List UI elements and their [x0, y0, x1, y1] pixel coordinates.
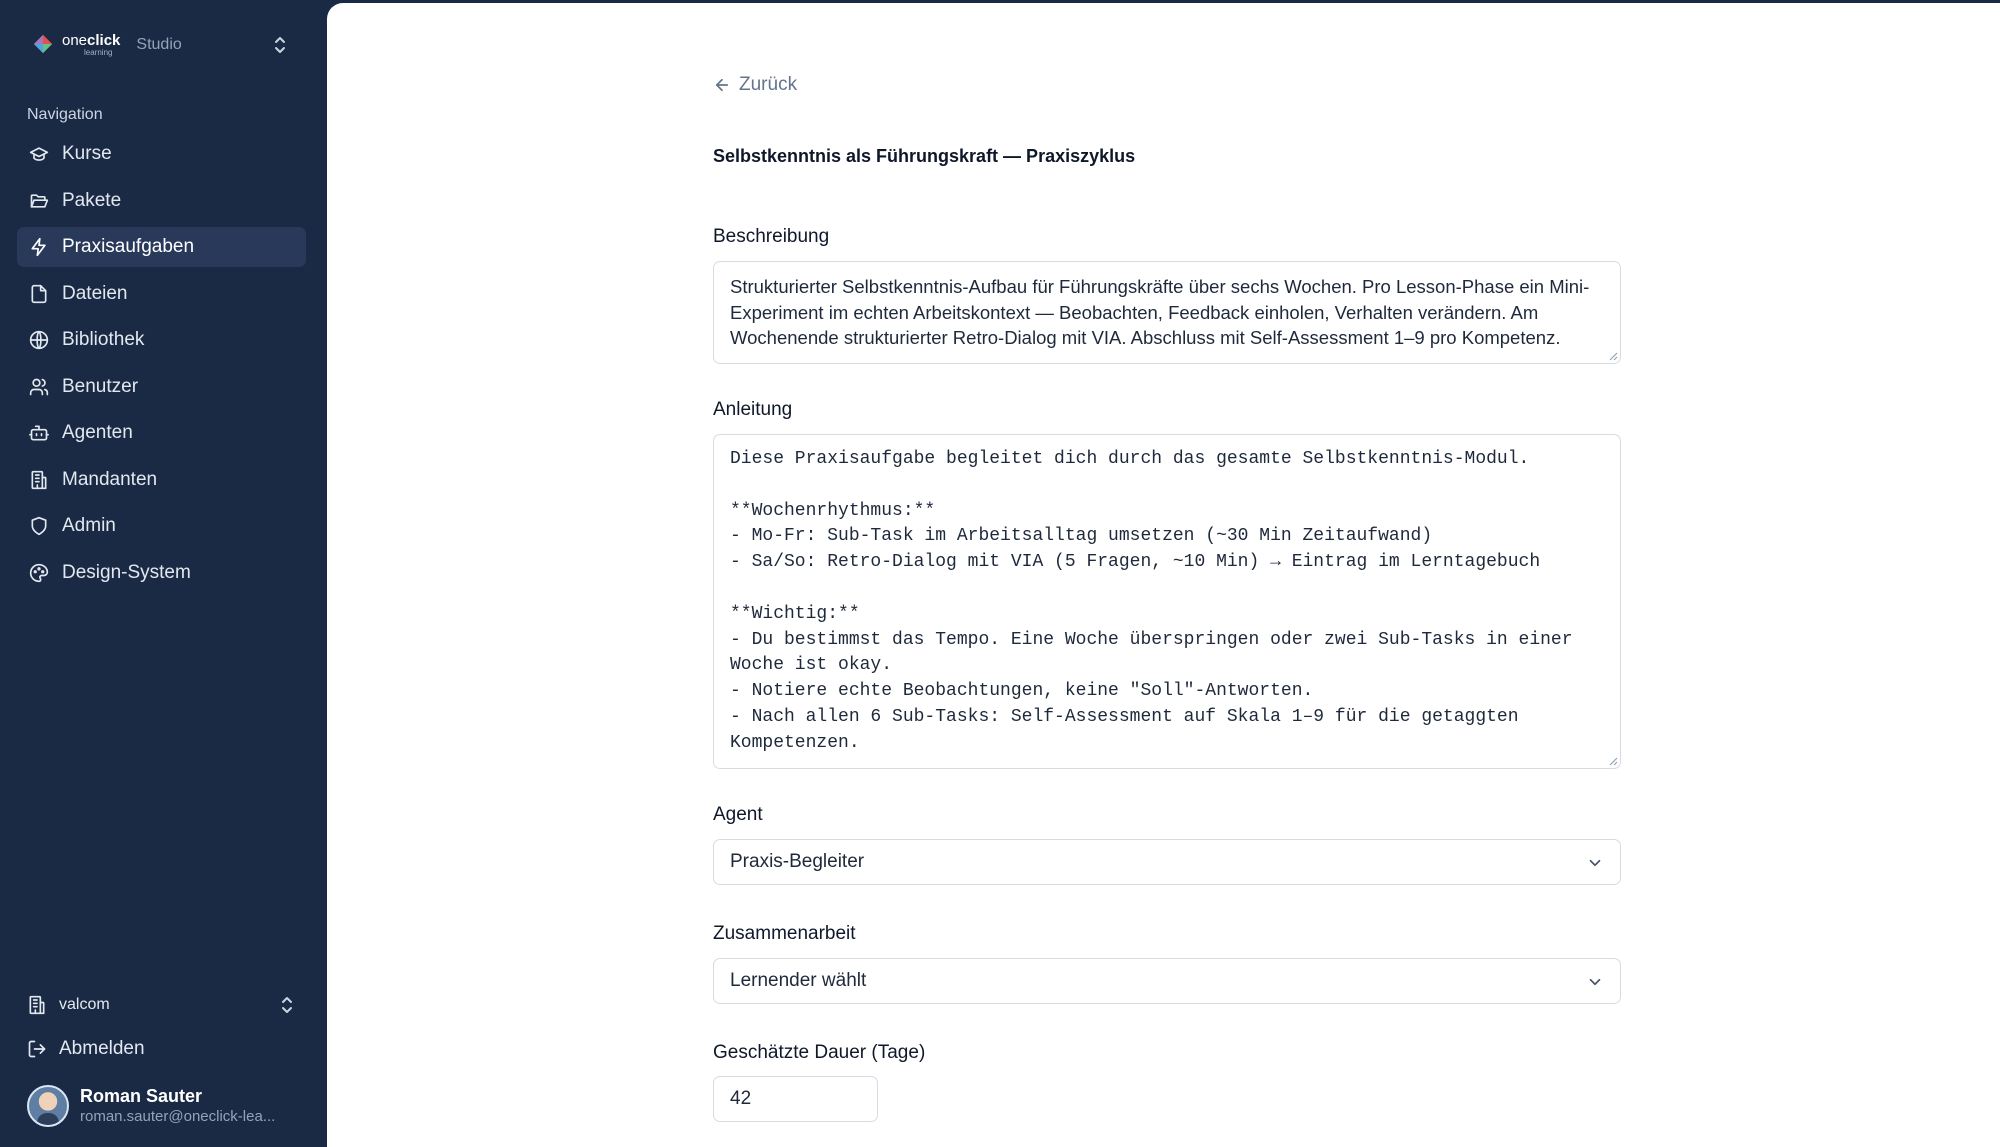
description-label: Beschreibung [713, 226, 830, 247]
library-icon [29, 330, 49, 350]
collaboration-label: Zusammenarbeit [713, 923, 856, 944]
user-name: Roman Sauter [80, 1086, 203, 1107]
sidebar-item-praxisaufgaben[interactable] [17, 227, 306, 267]
user-email: roman.sauter@oneclick-lea... [80, 1107, 276, 1125]
folder-open-icon [29, 191, 49, 211]
sidebar-item-agenten[interactable] [17, 413, 306, 453]
logout-label: Abmelden [59, 1038, 145, 1059]
zap-icon [29, 237, 49, 257]
sidebar-item-pakete[interactable] [17, 181, 306, 221]
bot-icon [29, 423, 49, 443]
sidebar-item-benutzer[interactable] [17, 367, 306, 407]
user-profile[interactable] [27, 1084, 307, 1128]
shield-icon [29, 516, 49, 536]
oneclick-logo-icon [28, 30, 58, 60]
sidebar-item-label: Design-System [62, 561, 191, 583]
graduation-cap-icon [29, 144, 49, 164]
sidebar-item-label: Benutzer [62, 375, 139, 397]
back-link[interactable] [713, 74, 797, 96]
log-out-icon [27, 1039, 47, 1059]
arrow-left-icon [713, 76, 731, 94]
chevrons-up-down-icon[interactable] [270, 34, 290, 56]
sidebar [0, 0, 327, 1147]
palette-icon [29, 563, 49, 583]
instructions-textarea[interactable]: Diese Praxisaufgabe begleitet dich durch das gesamte Selbstkenntnis-Modul. **Wochenrhythmus:** - Mo-Fr: Sub-Task im Arbeitsalltag umsetzen (~30 Min Zeitaufwand) - Sa/So: Retro-Dialog mit VIA (5 Fragen, ~10 Min) → Eintrag im Lerntagebuch **Wichtig:** - Du bestimmst das Tempo. Eine Woche überspringen oder zwei Sub-Tasks in einer Woche ist okay. - Notiere echte Beobachtungen, keine "Soll"-Antworten. - Nach allen 6 Sub-Tasks: Self-Assessment auf Skala 1–9 für die getaggten Kompetenzen. [713, 434, 1621, 769]
description-textarea[interactable]: Strukturierter Selbstkenntnis-Aufbau für Führungskräfte über sechs Wochen. Pro Lesson-Phase ein Mini-Experiment im echten Arbeitskontext — Beobachten, Feedback einholen, Verhalten verändern. Am Wochenende strukturierter Retro-Dialog mit VIA. Abschluss mit Self-Assessment 1–9 pro Kompetenz. [713, 261, 1621, 364]
logout-button[interactable] [27, 1034, 145, 1064]
collaboration-selected-value: Lernender wählt [730, 970, 867, 991]
brand-switcher[interactable] [28, 28, 298, 62]
resize-handle-icon[interactable] [1608, 351, 1618, 361]
back-label: Zurück [739, 74, 798, 95]
agent-select[interactable] [713, 839, 1621, 885]
chevron-down-icon [1586, 973, 1604, 991]
sidebar-item-label: Dateien [62, 282, 128, 304]
sidebar-item-dateien[interactable] [17, 274, 306, 314]
agent-selected-value: Praxis-Begleiter [730, 851, 865, 872]
sidebar-item-label: Admin [62, 515, 116, 536]
duration-label: Geschätzte Dauer (Tage) [713, 1042, 926, 1063]
sidebar-item-label: Agenten [62, 422, 133, 443]
sidebar-item-design-system[interactable] [17, 553, 306, 593]
sidebar-item-mandanten[interactable] [17, 460, 306, 500]
product-name: Studio [136, 36, 182, 53]
sidebar-nav [17, 134, 306, 599]
main-panel [327, 3, 2000, 1147]
sidebar-item-kurse[interactable] [17, 134, 306, 174]
duration-input[interactable]: 42 [713, 1076, 878, 1122]
sidebar-item-label: Praxisaufgaben [62, 236, 195, 257]
logo-wordmark: oneclick learning [62, 32, 121, 57]
users-icon [29, 377, 49, 397]
tenant-switcher[interactable] [27, 990, 297, 1020]
building-icon [27, 995, 47, 1015]
collaboration-select[interactable] [713, 958, 1621, 1004]
agent-label: Agent [713, 804, 763, 825]
chevron-down-icon [1586, 854, 1604, 872]
instructions-label: Anleitung [713, 399, 793, 420]
chevrons-up-down-icon [277, 994, 297, 1016]
sidebar-item-label: Bibliothek [62, 329, 145, 350]
file-icon [29, 284, 49, 304]
sidebar-item-admin[interactable] [17, 506, 306, 546]
sidebar-item-bibliothek[interactable] [17, 320, 306, 360]
tenant-name: valcom [59, 996, 110, 1013]
sidebar-item-label: Mandanten [62, 468, 158, 490]
sidebar-item-label: Kurse [62, 143, 112, 164]
building-icon [29, 470, 49, 490]
page-title: Selbstkenntnis als Führungskraft — Praxiszyklus [713, 146, 1136, 166]
nav-heading: Navigation [27, 106, 103, 123]
avatar [27, 1085, 69, 1127]
resize-handle-icon[interactable] [1608, 756, 1618, 766]
sidebar-item-label: Pakete [62, 189, 122, 211]
